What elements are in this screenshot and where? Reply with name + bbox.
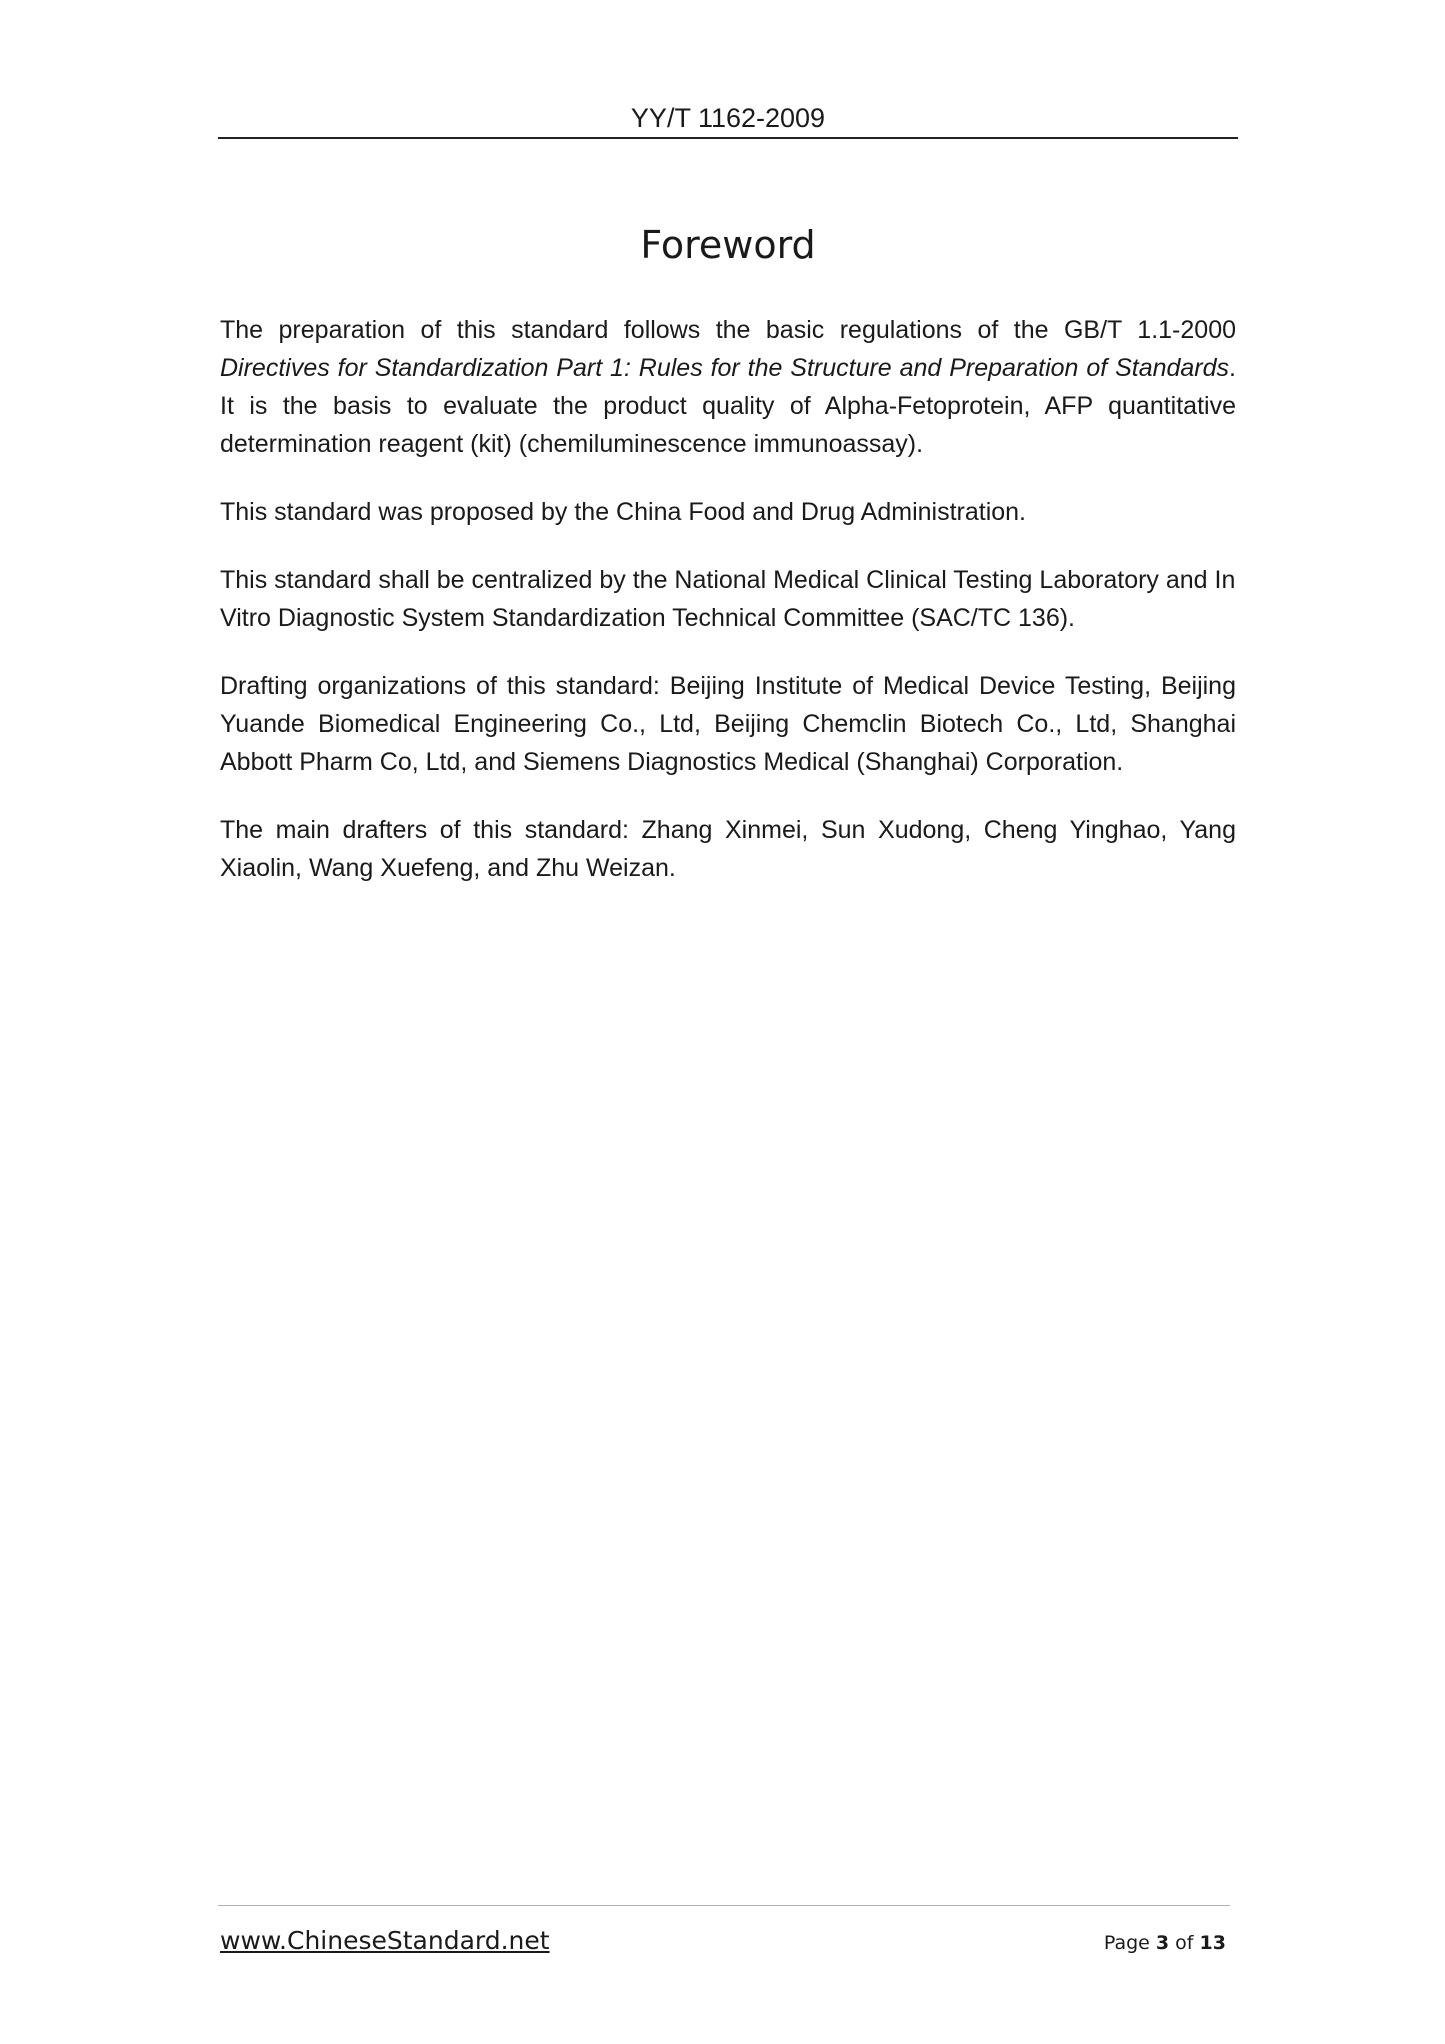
page-word: Page bbox=[1103, 1932, 1150, 1954]
page-current: 3 bbox=[1155, 1932, 1170, 1954]
paragraph-preparation bbox=[220, 311, 1236, 463]
page-title: Foreword bbox=[640, 223, 816, 267]
paragraph-main-drafters: The main drafters of this standard: Zhang Xinmei, Sun Xudong, Cheng Yinghao, Yang Xiaolin, Wang Xuefeng, and Zhu Weizan. bbox=[220, 816, 1236, 882]
footer-divider bbox=[218, 1905, 1230, 1906]
standard-code: YY/T 1162-2009 bbox=[630, 103, 826, 133]
italic-directive-title: Directives for Standardization Part 1: Rules for the Structure and Preparation of Standards bbox=[220, 354, 1230, 382]
running-header bbox=[218, 100, 1238, 139]
paragraph-drafting-organizations: Drafting organizations of this standard: Beijing Institute of Medical Device Testing, Beijing Yuande Biomedical Engineering Co., Ltd, Beijing Chemclin Biotech Co., Ltd, Shanghai Abbott Pharm Co, Ltd, and Siemens Diagnostics Medical (Shanghai) Corporation. bbox=[220, 672, 1236, 776]
paragraph-text: The preparation of this standard follows the basic regulations of the GB/T 1.1-2000 bbox=[220, 316, 1236, 344]
page-of: of bbox=[1175, 1932, 1194, 1954]
page-total: 13 bbox=[1199, 1932, 1226, 1954]
paragraph-proposed-by: This standard was proposed by the China Food and Drug Administration. bbox=[220, 498, 1027, 526]
website-link[interactable]: www.ChineseStandard.net bbox=[220, 1926, 550, 1955]
page-number bbox=[1104, 1930, 1226, 1956]
paragraph-centralized-by: This standard shall be centralized by the National Medical Clinical Testing Laboratory and In Vitro Diagnostic System Standardization Technical Committee (SAC/TC 136). bbox=[220, 566, 1236, 632]
foreword-body bbox=[220, 311, 1236, 917]
paragraph-text: . It is the basis to evaluate the product quality of Alpha-Fetoprotein, AFP quantitative determination reagent (kit) (chemiluminescence immunoassay). bbox=[220, 354, 1236, 458]
